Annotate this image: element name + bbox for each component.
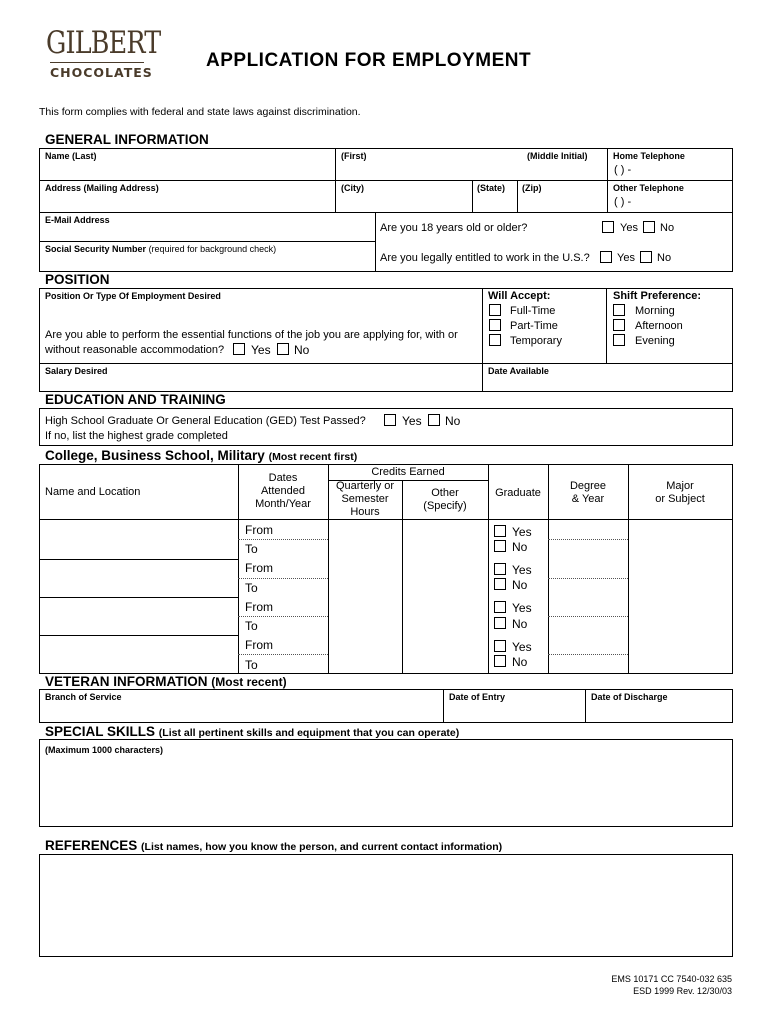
part-time-label: Part-Time	[510, 320, 558, 332]
age-question: Are you 18 years old or older?	[380, 222, 528, 234]
home-phone-field[interactable]: ( ) -	[614, 164, 632, 176]
row3-degree-line	[548, 616, 628, 617]
state-field[interactable]	[473, 194, 516, 211]
row2-from-label: From	[245, 561, 273, 575]
row3-graduate-no-checkbox[interactable]	[494, 617, 506, 629]
part-time-checkbox[interactable]	[489, 319, 501, 331]
entitled-no-checkbox[interactable]	[640, 251, 652, 263]
col-quarterly-line3: Hours	[350, 506, 380, 518]
logo-tagline: CHOCOLATES	[50, 65, 153, 80]
essential-question-line1: Are you able to perform the essential functions of the job you are applying for, with or	[45, 329, 458, 341]
row2-yes-label: Yes	[512, 563, 532, 577]
row2-from-line	[238, 578, 328, 579]
date-of-discharge-field[interactable]	[586, 704, 732, 722]
col-quarterly-line2: Semester	[341, 493, 389, 505]
references-textarea[interactable]	[40, 855, 732, 956]
morning-checkbox[interactable]	[613, 304, 625, 316]
ssn-note: (required for background check)	[148, 244, 277, 254]
row1-no-label: No	[512, 540, 528, 554]
date-of-entry-field[interactable]	[444, 704, 584, 722]
row1-degree-line	[548, 539, 628, 540]
address-field[interactable]	[40, 194, 334, 211]
position-type-label: Position Or Type Of Employment Desired	[45, 291, 221, 301]
entitled-yes-label: Yes	[617, 252, 635, 264]
row2-no-label: No	[512, 578, 528, 592]
high-school-yes-label: Yes	[402, 414, 422, 428]
first-name-label: (First)	[341, 151, 367, 161]
other-phone-label: Other Telephone	[613, 183, 684, 193]
row1-from-label: From	[245, 523, 273, 537]
temporary-label: Temporary	[510, 335, 562, 347]
row3-graduate-yes-checkbox[interactable]	[494, 601, 506, 613]
row1-to-label: To	[245, 542, 258, 556]
row4-graduate-no-checkbox[interactable]	[494, 655, 506, 667]
position-row-divider	[39, 363, 733, 364]
section-education-heading: EDUCATION AND TRAINING	[45, 392, 226, 407]
college-heading-text: College, Business School, Military	[45, 448, 265, 463]
highest-grade-note: If no, list the highest grade completed	[45, 430, 228, 442]
col-other-line1: Other	[431, 487, 459, 499]
company-logo	[46, 25, 161, 82]
col-degree-line1: Degree	[569, 480, 607, 492]
entitled-yes-checkbox[interactable]	[600, 251, 612, 263]
skills-heading-text: SPECIAL SKILLS	[45, 724, 156, 739]
section-skills-heading	[45, 724, 459, 739]
branch-label: Branch of Service	[45, 692, 122, 702]
col-major-line2: or Subject	[655, 493, 705, 505]
form-number-line2: ESD 1999 Rev. 12/30/03	[633, 986, 732, 996]
shift-preference-label: Shift Preference:	[613, 290, 702, 302]
col-name-location: Name and Location	[45, 486, 141, 498]
col-degree-line2: & Year	[571, 493, 605, 505]
form-number	[480, 973, 732, 997]
page-title: APPLICATION FOR EMPLOYMENT	[206, 50, 532, 71]
general-col-divider-phone	[607, 148, 608, 212]
temporary-checkbox[interactable]	[489, 334, 501, 346]
essential-yes-label: Yes	[251, 343, 271, 357]
email-field[interactable]	[40, 226, 374, 240]
full-time-label: Full-Time	[510, 305, 556, 317]
college-heading	[45, 448, 357, 463]
first-name-field[interactable]	[336, 162, 516, 179]
ssn-label	[45, 244, 276, 254]
essential-no-label: No	[294, 343, 310, 357]
salary-label: Salary Desired	[45, 366, 108, 376]
name-last-label: Name (Last)	[45, 151, 97, 161]
evening-label: Evening	[635, 335, 675, 347]
col-quarterly-line1: Quarterly or	[335, 480, 395, 492]
row1-graduate-no-checkbox[interactable]	[494, 540, 506, 552]
col-graduate: Graduate	[495, 487, 541, 499]
zip-field[interactable]	[518, 194, 606, 211]
branch-field[interactable]	[40, 704, 442, 722]
entitled-no-label: No	[657, 252, 672, 264]
references-heading-note: (List names, how you know the person, and current contact information)	[141, 841, 503, 853]
date-available-field[interactable]	[483, 377, 732, 391]
middle-initial-label: (Middle Initial)	[527, 151, 588, 161]
row3-no-label: No	[512, 617, 528, 631]
college-row-divider-2	[39, 597, 238, 598]
row2-degree-line	[548, 578, 628, 579]
row3-yes-label: Yes	[512, 601, 532, 615]
row2-graduate-no-checkbox[interactable]	[494, 578, 506, 590]
references-heading-text: REFERENCES	[45, 838, 138, 853]
afternoon-checkbox[interactable]	[613, 319, 625, 331]
other-phone-field[interactable]: ( ) -	[614, 196, 632, 208]
col-major-line1: Major	[666, 480, 694, 492]
general-row-divider-3	[39, 241, 375, 242]
high-school-yes-checkbox[interactable]	[384, 414, 396, 426]
name-last-field[interactable]	[40, 162, 334, 179]
row1-graduate-yes-checkbox[interactable]	[494, 525, 506, 537]
high-school-no-label: No	[445, 414, 461, 428]
general-row-divider-2	[39, 212, 733, 213]
essential-no-checkbox[interactable]	[277, 343, 289, 355]
section-veteran-heading	[45, 674, 287, 689]
skills-heading-note: (List all pertinent skills and equipment that you can operate)	[158, 727, 460, 739]
city-field[interactable]	[336, 194, 471, 211]
full-time-checkbox[interactable]	[489, 304, 501, 316]
ssn-label-text: Social Security Number	[45, 244, 147, 254]
city-label: (City)	[341, 183, 364, 193]
row3-from-line	[238, 616, 328, 617]
skills-max-note: (Maximum 1000 characters)	[45, 745, 164, 755]
row1-from-line	[238, 539, 328, 540]
college-row-divider-1	[39, 559, 238, 560]
credits-earned-header: Credits Earned	[371, 466, 445, 478]
row2-to-label: To	[245, 581, 258, 595]
col-dates-line2: Attended	[260, 485, 306, 497]
essential-yes-checkbox[interactable]	[233, 343, 245, 355]
row2-graduate-yes-checkbox[interactable]	[494, 563, 506, 575]
col-quarterly-hours	[328, 480, 402, 519]
morning-label: Morning	[635, 305, 675, 317]
college-row-divider-3	[39, 635, 238, 636]
high-school-no-checkbox[interactable]	[428, 414, 440, 426]
section-position-heading: POSITION	[45, 272, 110, 287]
row4-from-label: From	[245, 638, 273, 652]
date-of-entry-label: Date of Entry	[449, 692, 506, 702]
evening-checkbox[interactable]	[613, 334, 625, 346]
will-accept-label: Will Accept:	[488, 290, 551, 302]
age-no-label: No	[660, 222, 675, 234]
col-dates-line3: Month/Year	[255, 498, 311, 510]
row4-from-line	[238, 654, 328, 655]
section-general-heading: GENERAL INFORMATION	[45, 132, 209, 147]
ssn-field[interactable]	[40, 255, 374, 271]
age-yes-label: Yes	[620, 222, 638, 234]
salary-field[interactable]	[40, 377, 481, 391]
age-no-checkbox[interactable]	[643, 221, 655, 233]
form-number-line1: EMS 10171 CC 7540-032 635	[611, 974, 732, 984]
veteran-heading-text: VETERAN INFORMATION	[45, 674, 208, 689]
date-of-discharge-label: Date of Discharge	[591, 692, 668, 702]
row4-no-label: No	[512, 655, 528, 669]
email-label: E-Mail Address	[45, 215, 110, 225]
logo-divider	[50, 62, 144, 63]
row3-from-label: From	[245, 600, 273, 614]
col-dates-line1: Dates	[268, 472, 298, 484]
address-label: Address (Mailing Address)	[45, 183, 159, 193]
section-references-heading	[45, 838, 502, 853]
col-dates-attended	[238, 472, 328, 511]
row4-to-label: To	[245, 658, 258, 672]
veteran-heading-note: (Most recent)	[211, 675, 287, 689]
middle-initial-field[interactable]	[520, 162, 606, 179]
home-phone-label: Home Telephone	[613, 151, 685, 161]
entitled-question: Are you legally entitled to work in the U.S.?	[380, 252, 590, 264]
position-type-field[interactable]	[40, 303, 481, 325]
col-other-specify	[402, 487, 488, 513]
state-label: (State)	[477, 183, 506, 193]
row4-yes-label: Yes	[512, 640, 532, 654]
row1-yes-label: Yes	[512, 525, 532, 539]
position-col-divider-shift	[606, 288, 607, 363]
zip-label: (Zip)	[522, 183, 542, 193]
logo-name: GILBERT	[46, 25, 161, 61]
compliance-text: This form complies with federal and state laws against discrimination.	[39, 106, 361, 118]
col-major-subject	[628, 480, 732, 506]
col-degree-year	[548, 480, 628, 506]
high-school-question: High School Graduate Or General Education (GED) Test Passed?	[45, 415, 366, 427]
afternoon-label: Afternoon	[635, 320, 683, 332]
date-available-label: Date Available	[488, 366, 549, 376]
skills-textarea[interactable]	[40, 758, 732, 826]
col-other-line2: (Specify)	[423, 500, 467, 512]
row4-degree-line	[548, 654, 628, 655]
college-heading-note: (Most recent first)	[268, 451, 358, 463]
age-yes-checkbox[interactable]	[602, 221, 614, 233]
row3-to-label: To	[245, 619, 258, 633]
general-row-divider-1	[39, 180, 733, 181]
essential-question-line2: without reasonable accommodation?	[45, 344, 225, 356]
general-col-divider-questions	[375, 212, 376, 272]
row4-graduate-yes-checkbox[interactable]	[494, 640, 506, 652]
